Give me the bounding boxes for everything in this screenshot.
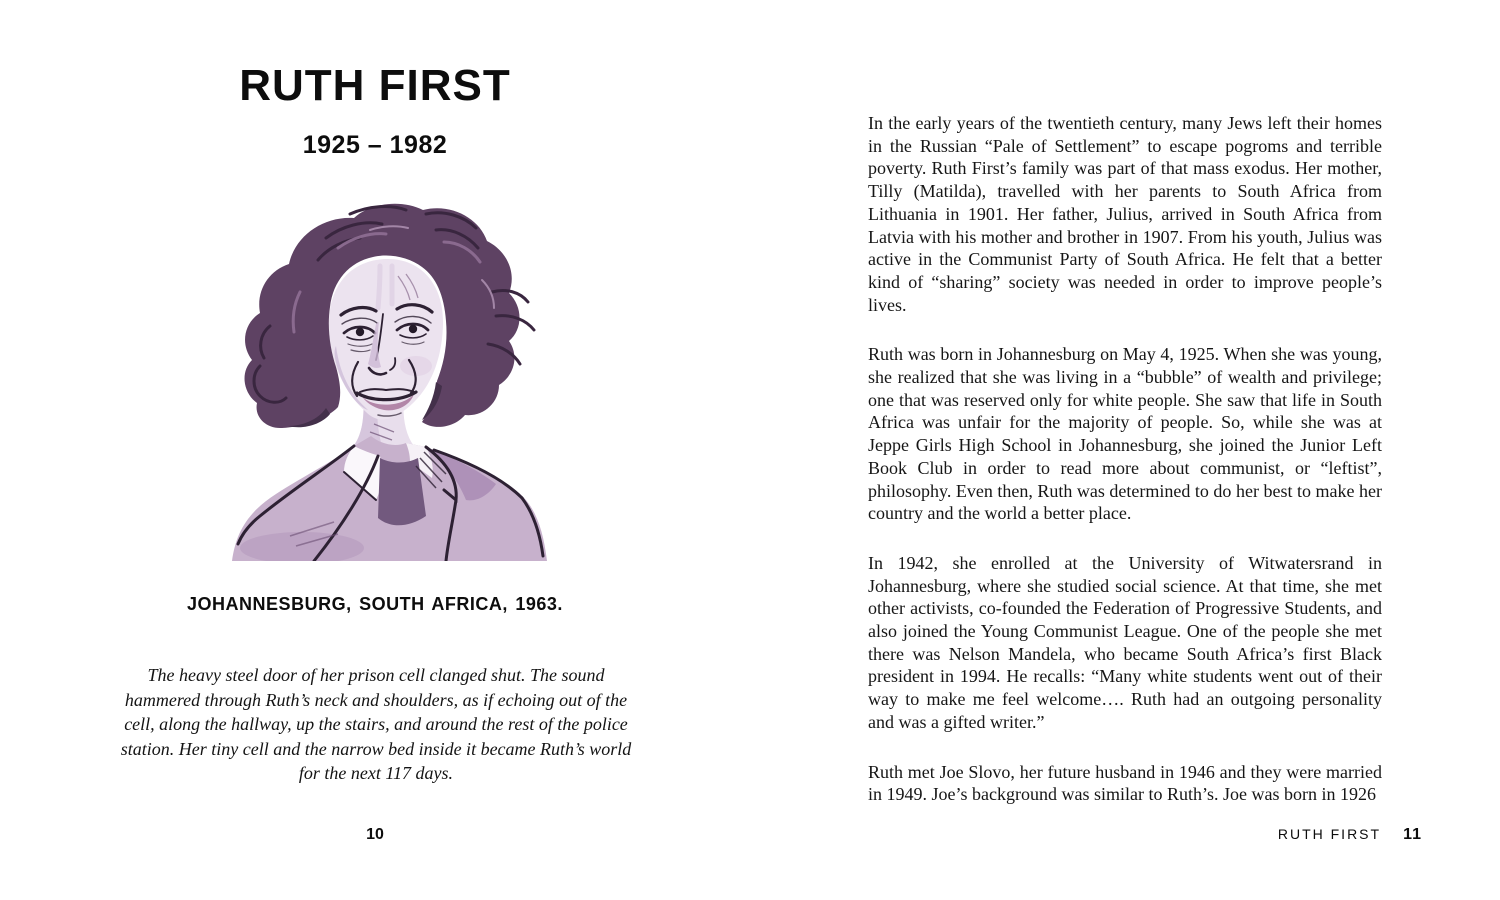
page-number-right: 11 bbox=[1403, 826, 1422, 843]
body-paragraph: In the early years of the twentieth century, many Jews left their homes in the Russian “Pale of Settlement” to escape pogroms and terrible poverty. Ruth First’s family was part of that mass exodus. Her mother, Tilly (Matilda), travelled with her parents to South Africa from Lithuania in 1901. Her father, Julius, arrived in South Africa from Latvia with his mother and brother in 1907. From his youth, Julius was active in the Communist Party of South Africa. He felt that a better kind of “sharing” society was needed in order to improve people’s lives. bbox=[868, 113, 1382, 315]
body-paragraph: Ruth was born in Johannesburg on May 4, 1925. When she was young, she realized that she was living in a “bubble” of wealth and privilege; one that was reserved only for white people. She saw that life in South Africa was unfair for the majority of people. So, while she was at Jeppe Girls High School in Johannesburg, she joined the Junior Left Book Club in order to read more about communist, or “leftist”, philosophy. Even then, Ruth was determined to do her best to make her country and the world a better place. bbox=[868, 344, 1382, 524]
running-header: RUTH FIRST bbox=[1277, 826, 1382, 842]
lede-paragraph: The heavy steel door of her prison cell clanged shut. The sound hammered through Ruth’s neck and shoulders, as if echoing out of the cell, along the hallway, up the stairs, and around the rest of the police station. Her tiny cell and the narrow bed inside it became Ruth’s world for the next 117 days. bbox=[120, 665, 632, 783]
scene-caption: JOHANNESBURG, SOUTH AFRICA, 1963. bbox=[187, 594, 563, 614]
page-number-left: 10 bbox=[366, 826, 384, 843]
body-text bbox=[868, 112, 1382, 806]
chapter-dates: 1925 – 1982 bbox=[302, 131, 448, 159]
right-page bbox=[750, 0, 1500, 900]
portrait-illustration bbox=[230, 196, 570, 561]
body-paragraph: Ruth met Joe Slovo, her future husband in 1946 and they were married in 1949. Joe’s background was similar to Ruth’s. Joe was born in 1926 bbox=[868, 761, 1382, 805]
chapter-title: RUTH FIRST bbox=[239, 61, 511, 110]
running-footer bbox=[868, 826, 1422, 844]
body-paragraph: In 1942, she enrolled at the University of Witwatersrand in Johannesburg, where she studied social science. At that time, she met other activists, co-founded the Federation of Progressive Students, and also joined the Young Communist League. One of the people she met there was Nelson Mandela, who became South Africa’s first Black president in 1994. He recalls: “Many white students went out of their way to make me feel welcome…. Ruth had an outgoing personality and was a gifted writer.” bbox=[868, 552, 1382, 732]
portrait-face bbox=[329, 259, 443, 420]
portrait-jacket bbox=[232, 436, 547, 561]
